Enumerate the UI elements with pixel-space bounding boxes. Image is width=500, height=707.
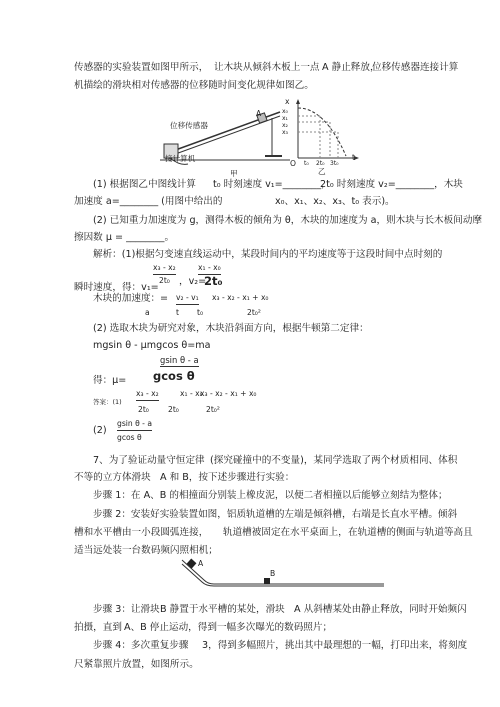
mu-prefix: 得：μ= [93, 375, 127, 386]
step-2d: 在轨道槽的侧面与轨道等高且 [348, 527, 473, 538]
mu-denominator: gcos θ [153, 369, 195, 383]
displacement-graph [280, 96, 360, 166]
step-2c: 轨道槽被固定在水平桌面上， [223, 527, 348, 538]
intro-line-2: 机描绘的滑块相对传感器的位移随时间变化规律如图乙。 [74, 80, 314, 91]
figure-caption-yi: 乙 [318, 167, 326, 176]
step-3a: 步骤 3：让滑块 [93, 604, 160, 615]
solution-part2: (2) 选取木块为研究对象，木块沿斜面方向，根据牛顿第二定律： [93, 323, 369, 334]
answer-v1-den: 2t₀ [138, 405, 149, 414]
solution-accel-eq: = [160, 293, 169, 304]
step-2b: 槽和水平槽由一小段圆弧连接， [74, 527, 209, 538]
answer-mu-num: gsin θ - a [117, 418, 152, 431]
step-3c: A 从斜槽某处由静止释放，同时开始频闪 [294, 604, 467, 615]
q1-a: (1) 根据图乙中图线计算 [93, 179, 196, 190]
intro-line-1a: 传感器的实验装置如图甲所示， [74, 62, 209, 73]
intro-line-1b: 让木块从倾斜木板上一点 [214, 62, 320, 73]
point-a-label: A [256, 109, 262, 118]
sensor-label: 位移传感器 [170, 121, 208, 130]
q7-a: 7、为了验证动量守恒定律 [93, 455, 205, 466]
step-3e: A、B 停止运动，得到一幅多次曝光的数码照片； [124, 622, 333, 633]
track-a-label: A [198, 559, 204, 568]
graph-x2: x₂ [282, 122, 288, 129]
q1-d: 加速度 a=________ (用图中给出的 [74, 196, 223, 207]
step-1: 步骤 1：在 A、B 的相撞面分别装上橡皮泥，以便二者相撞以后能够立刻结为整体； [93, 490, 448, 501]
computer-label: 接计算机 [165, 154, 196, 163]
q2-a: (2) 已知重力加速度为 g，测得木板的倾角为 θ，木块的加速度为 a，则木块与长木板间动摩 [93, 215, 483, 226]
track-b-label: B [270, 569, 276, 578]
answer-label: 答案：(1) [93, 398, 122, 406]
newton-equation: mgsin θ - μmgcos θ=ma [93, 340, 211, 351]
step-4b: 3，得到多幅照片，挑出其中最理想的一幅，打印出来，将刻度 [202, 640, 468, 651]
graph-x3: x₃ [282, 129, 288, 136]
accel-x-numerator: x₃ - x₂ - x₁ + x₀ [212, 293, 269, 302]
solution-accel-label: 木块的加速度： [93, 293, 161, 304]
graph-2t0: 2t₀ [316, 160, 325, 167]
q1-b: t₀ 时刻速度 v₁=________， [213, 179, 331, 190]
graph-x-axis-label: x [285, 97, 290, 106]
graph-x0: x₀ [282, 108, 288, 115]
q7-c: 不等的立方体滑块 [74, 472, 151, 483]
q1-e: x₀、x₁、x₂、x₃、t₀ 表示)。 [275, 196, 395, 207]
step-2e: 适当远处装一台数码频闪照相机； [74, 545, 218, 556]
accel-v-numerator: v₂ - v₁ [176, 292, 199, 305]
intro-line-1c: A 静止释放， [322, 62, 380, 73]
intro-line-1d: 位移传感器连接计算 [372, 62, 459, 73]
answer-mu-den: gcos θ [117, 433, 142, 442]
graph-t-axis-label: t [352, 153, 355, 162]
v2-numerator: x₁ - x₀ [198, 262, 221, 275]
track-figure [180, 558, 385, 588]
solution-line-b: 瞬时速度，得：v₁= [74, 282, 159, 293]
accel-x-denominator: 2t₀² [247, 308, 261, 317]
mu-numerator: gsin θ - a [160, 355, 199, 365]
step-4c: 尺紧靠照片放置，如图所示。 [74, 659, 199, 670]
graph-t0: t₀ [304, 160, 309, 167]
graph-origin: O [290, 159, 296, 168]
graph-3t0: 3t₀ [330, 160, 339, 167]
answer-v2-num: x₁ - x₀ [180, 389, 203, 398]
step-3b: B 静置于水平槽的某处，滑块 [160, 604, 285, 615]
v2-denominator: 2t₀ [204, 274, 223, 288]
q1-c: 2t₀ 时刻速度 v₂=________，木块 [320, 179, 463, 190]
accel-t-symbol: t [176, 308, 179, 317]
solution-intro: 解析：(1)根据匀变速直线运动中，某段时间内的平均速度等于这段时间中点时刻的 [93, 249, 443, 260]
answer-v2-den: 2t₀ [168, 405, 179, 414]
q7-b: (探究碰撞中的不变量)，某同学选取了两个材质相同、体积 [210, 455, 458, 466]
answer-part2-label: (2) [93, 425, 107, 436]
accel-symbol: a [145, 308, 150, 317]
step-4a: 步骤 4：多次重复步骤 [93, 640, 189, 651]
accel-v-denominator: t₀ [197, 308, 204, 317]
graph-x1: x₁ [282, 115, 288, 122]
step-2: 步骤 2：安装好实验装置如图，铝质轨道槽的左端是倾斜槽，右端是长直水平槽。倾斜 [93, 509, 458, 520]
v1-numerator: x₃ - x₂ [153, 262, 176, 275]
solution-line-b2: ，v₂= [179, 276, 207, 287]
step-3d: 拍摄，直到 [74, 622, 122, 633]
answer-a-den: 2t₀² [206, 405, 220, 414]
answer-v1-num: x₃ - x₂ [136, 388, 159, 401]
v1-denominator: 2t₀ [159, 276, 170, 285]
q2-b: 擦因数 μ = ________。 [74, 232, 175, 243]
answer-a-num: x₃ - x₂ - x₁ + x₀ [200, 389, 257, 398]
figure-caption-jia: 甲 [230, 169, 238, 178]
q7-d: A 和 B，按下述步骤进行实验： [160, 472, 295, 483]
